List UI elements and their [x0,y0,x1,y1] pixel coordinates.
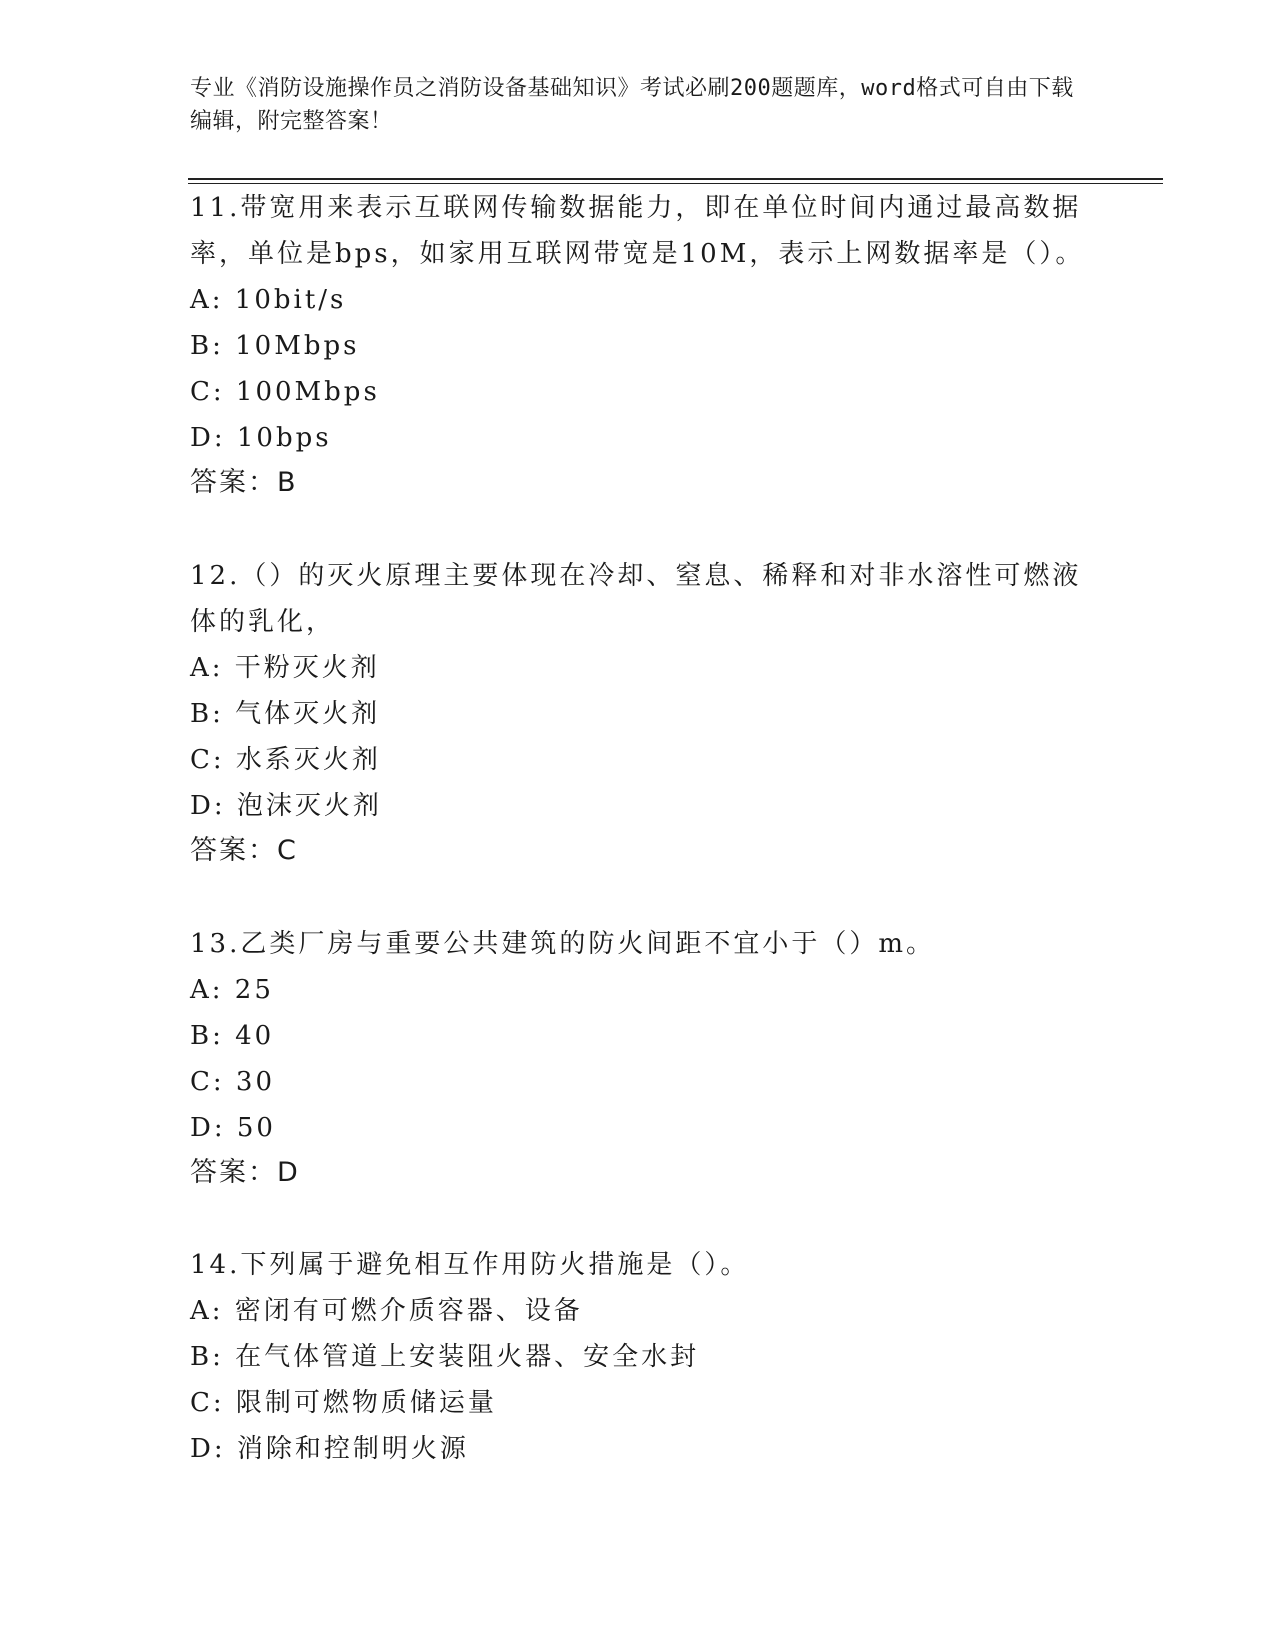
option-c: C: 限制可燃物质储运量 [190,1388,497,1418]
document-header: 专业《消防设施操作员之消防设备基础知识》考试必刷200题题库，word格式可自由下载编辑，附完整答案！ [190,76,1074,134]
option-b: B: 10Mbps [190,331,360,361]
option-d: D: 消除和控制明火源 [190,1434,469,1464]
option-c: C: 100Mbps [190,377,380,407]
question-stem: 12.（）的灭火原理主要体现在冷却、窒息、稀释和对非水溶性可燃液体的乳化， [190,561,1082,637]
header-divider-thin [188,183,1163,184]
question-12 [190,553,1090,873]
option-d: D: 10bps [190,423,332,453]
option-d: D: 50 [190,1113,276,1143]
question-13 [190,921,1090,1195]
header-divider-thick [188,178,1163,180]
option-a: A: 干粉灭火剂 [190,653,380,683]
answer-label: 答案：C [190,835,298,866]
option-b: B: 40 [190,1021,275,1051]
option-a: A: 密闭有可燃介质容器、设备 [190,1296,583,1326]
option-c: C: 水系灭火剂 [190,745,381,775]
question-11 [190,185,1090,505]
option-d: D: 泡沫灭火剂 [190,791,382,821]
question-stem: 11.带宽用来表示互联网传输数据能力，即在单位时间内通过最高数据率，单位是bps，如家用互联网带宽是10M，表示上网数据率是（）。 [190,193,1085,269]
answer-label: 答案：B [190,467,298,498]
option-a: A: 25 [190,975,274,1005]
question-stem: 13.乙类厂房与重要公共建筑的防火间距不宜小于（）m。 [190,929,936,959]
option-a: A: 10bit/s [190,285,347,315]
option-b: B: 在气体管道上安装阻火器、安全水封 [190,1342,700,1372]
option-c: C: 30 [190,1067,276,1097]
option-b: B: 气体灭火剂 [190,699,381,729]
question-14 [190,1242,1090,1472]
question-stem: 14.下列属于避免相互作用防火措施是（）。 [190,1250,750,1280]
answer-label: 答案：D [190,1157,300,1188]
